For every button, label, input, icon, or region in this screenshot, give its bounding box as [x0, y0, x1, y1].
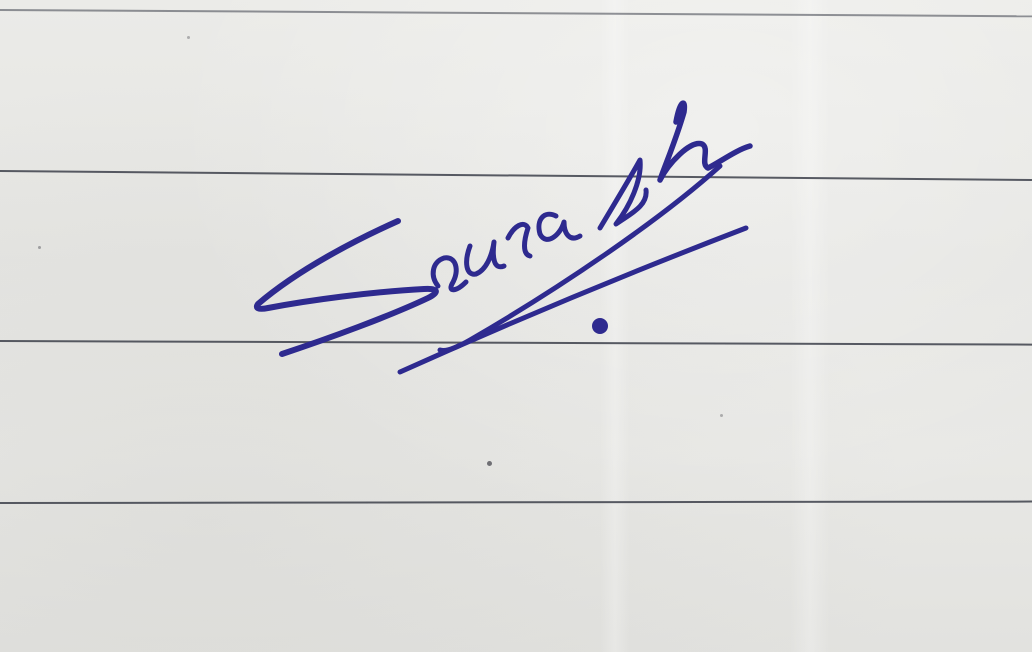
signature-stroke-a	[433, 258, 466, 290]
signature-stroke-u	[467, 242, 504, 274]
signature-flourish-underline	[400, 228, 746, 372]
signature-stroke-r	[508, 224, 530, 256]
signature-stroke-h	[660, 103, 750, 180]
signature-stroke-s	[257, 221, 436, 354]
signature-ink	[257, 103, 750, 372]
signature-stroke-a2	[539, 214, 580, 239]
signature-dot	[592, 318, 608, 334]
signature-flourish-diagonal	[440, 166, 720, 351]
signature-stroke-b	[600, 160, 646, 228]
